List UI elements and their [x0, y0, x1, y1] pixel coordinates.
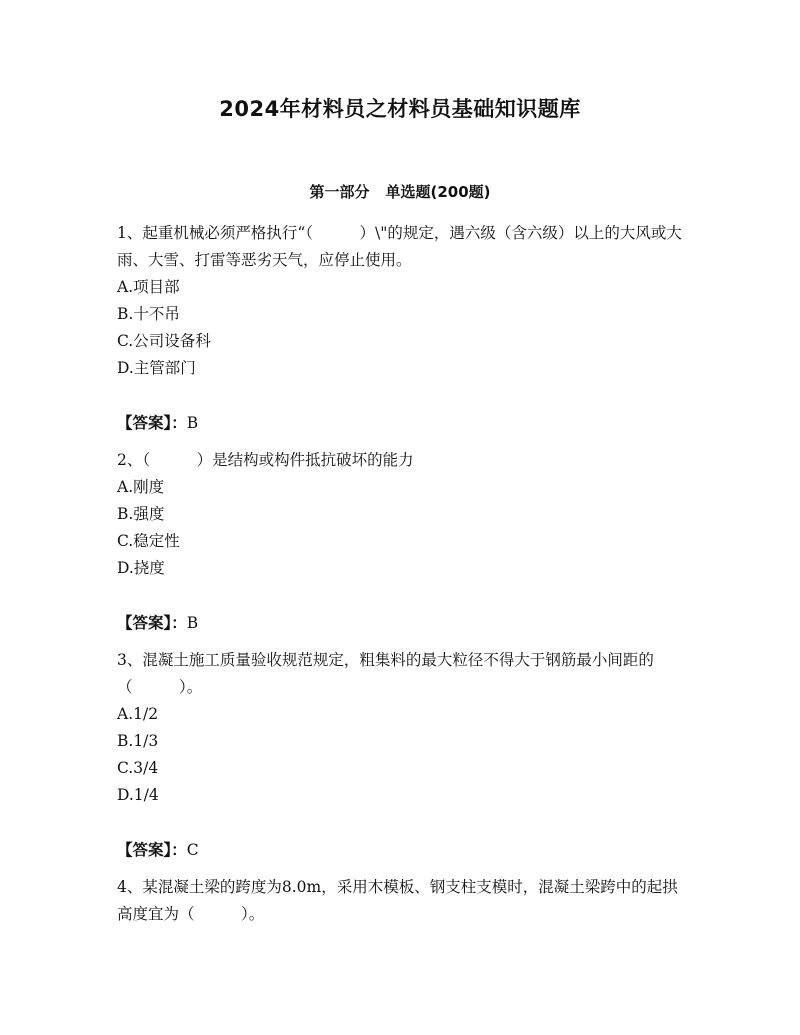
option-list	[117, 274, 687, 382]
option-d: D.挠度	[117, 559, 165, 577]
question-4	[117, 874, 687, 928]
answer-label: 【答案】：	[117, 840, 187, 859]
option-b: B.强度	[117, 505, 165, 523]
question-stem: 4、某混凝土梁的跨度为8.0m，采用木模板、钢支柱支模时，混凝土梁跨中的起拱高度宜为（ ）。	[117, 878, 678, 923]
option-a: A.1/2	[117, 705, 159, 723]
option-a: A.刚度	[117, 478, 165, 496]
question-list	[117, 220, 687, 938]
section-part: 第一部分	[309, 183, 370, 201]
question-2	[117, 447, 687, 637]
option-b: B.1/3	[117, 732, 159, 750]
question-1	[117, 220, 687, 437]
answer-label: 【答案】：	[117, 613, 187, 632]
option-b: B.十不吊	[117, 305, 180, 323]
option-list	[117, 701, 687, 809]
option-c: C.稳定性	[117, 532, 180, 550]
option-d: D.1/4	[117, 786, 159, 804]
answer-value: B	[186, 614, 199, 632]
option-c: C.公司设备科	[117, 332, 211, 350]
option-a: A.项目部	[117, 278, 180, 296]
answer-line	[117, 409, 687, 437]
answer-value: C	[186, 841, 199, 859]
answer-value: B	[186, 414, 199, 432]
section-label: 单选题(200题)	[385, 183, 491, 201]
document-title: 2024年材料员之材料员基础知识题库	[219, 97, 581, 121]
answer-line	[117, 609, 687, 637]
question-stem: 2、（ ）是结构或构件抵抗破坏的能力	[117, 451, 414, 469]
question-3	[117, 647, 687, 864]
option-list	[117, 474, 687, 582]
question-stem: 1、起重机械必须严格执行“（ ）\"的规定，遇六级（含六级）以上的大风或大雨、大雪、打雷等恶劣天气，应停止使用。	[117, 224, 682, 269]
option-d: D.主管部门	[117, 359, 196, 377]
option-c: C.3/4	[117, 759, 159, 777]
section-heading	[0, 180, 800, 204]
answer-label: 【答案】：	[117, 413, 187, 432]
question-stem: 3、混凝土施工质量验收规范规定，粗集料的最大粒径不得大于钢筋最小间距的（ ）。	[117, 651, 654, 696]
answer-line	[117, 836, 687, 864]
